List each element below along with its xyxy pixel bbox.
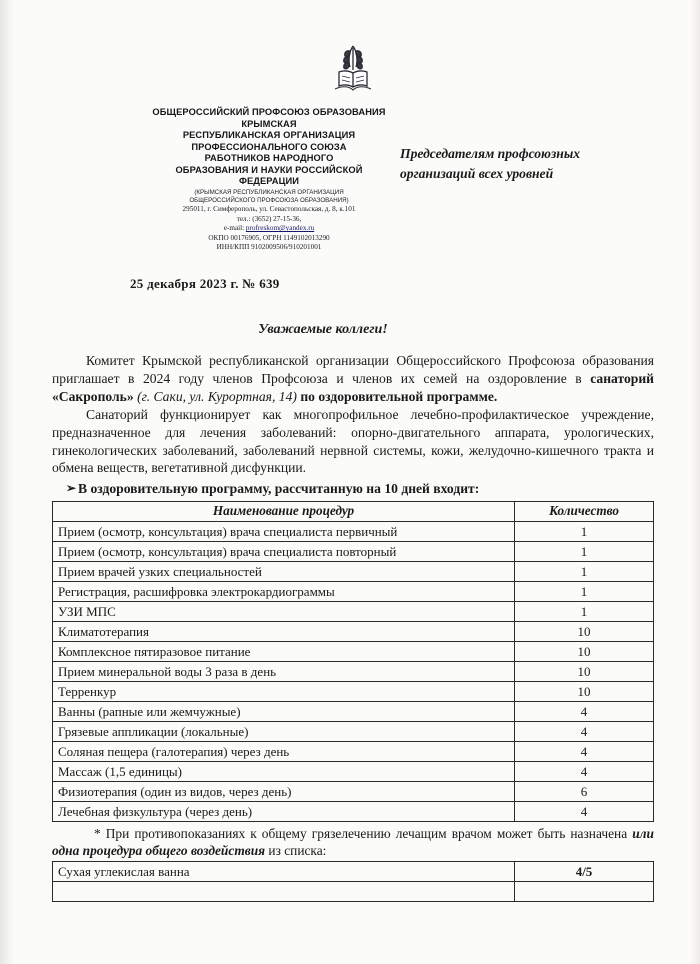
footnote-part-1: * При противопоказаниях к общему грязелечению лечащим врачом может быть назначена xyxy=(94,825,633,841)
procedure-qty: 4 xyxy=(515,801,654,821)
table-row xyxy=(53,862,654,882)
org-title-line-1: ОБЩЕРОССИЙСКИЙ ПРОФСОЮЗ ОБРАЗОВАНИЯ xyxy=(152,107,386,117)
document-date-number: 25 декабря 2023 г. № 639 xyxy=(130,276,280,292)
procedure-name: Ванны (рапные или жемчужные) xyxy=(53,701,515,721)
footnote-part-3: из списка: xyxy=(265,842,327,858)
procedure-name: Терренкур xyxy=(53,681,515,701)
procedure-qty xyxy=(515,882,654,902)
organization-identity xyxy=(104,107,434,252)
procedure-name: УЗИ МПС xyxy=(53,601,515,621)
procedure-qty: 4 xyxy=(515,701,654,721)
organization-contacts xyxy=(104,205,434,252)
organization-title xyxy=(104,107,434,187)
org-phone: тел.: (3652) 27-15-36, xyxy=(236,214,302,223)
procedure-qty: 1 xyxy=(515,521,654,541)
paragraph-description: Санаторий функционирует как многопрофильное лечебно-профилактическое учреждение, предназначенное для лечения заболеваний: опорно-двигательного аппарата, урологических, гинекологических заболеваний, заболеваний нервной системы, кожи, желудочно-кишечного тракта и обмена веществ, вегетативной дисфункции. xyxy=(52,407,654,476)
org-email-row xyxy=(104,224,434,233)
letterhead xyxy=(52,40,654,252)
table-row xyxy=(53,781,654,801)
procedure-qty: 1 xyxy=(515,561,654,581)
procedure-name: Грязевые аппликации (локальные) xyxy=(53,721,515,741)
org-title-line-2: КРЫМСКАЯ xyxy=(241,118,297,129)
column-header-procedure: Наименование процедур xyxy=(53,501,515,521)
org-email-label: e-mail: xyxy=(223,224,245,233)
procedures-table-body xyxy=(53,521,654,821)
procedure-qty: 10 xyxy=(515,681,654,701)
table-row xyxy=(53,761,654,781)
procedure-name: Соляная пещера (галотерапия) через день xyxy=(53,741,515,761)
org-address: 295011, г. Симферополь, ул. Севастопольская, д. 8, к.101 xyxy=(182,205,356,214)
table-row xyxy=(53,681,654,701)
procedure-name: Лечебная физкультура (через день) xyxy=(53,801,515,821)
footnote-text xyxy=(52,826,654,860)
table-row xyxy=(53,721,654,741)
arrow-bullet-icon: ➢ xyxy=(66,480,77,495)
procedure-name: Массаж (1,5 единицы) xyxy=(53,761,515,781)
procedure-name: Прием (осмотр, консультация) врача специалиста повторный xyxy=(53,541,515,561)
table-row xyxy=(53,541,654,561)
procedure-name: Сухая углекислая ванна xyxy=(53,862,515,882)
org-title-line-7: ФЕДЕРАЦИИ xyxy=(238,176,300,187)
procedure-name: Прием (осмотр, консультация) врача специалиста первичный xyxy=(53,521,515,541)
table-row xyxy=(53,741,654,761)
paragraph-invitation-part-1: Комитет Крымской республиканской организации Общероссийского Профсоюза образования приглашает в 2024 году членов Профсоюза и членов их семей на оздоровление в xyxy=(52,353,654,386)
org-subtitle-line-2: ОБЩЕРОССИЙСКОГО ПРОФСОЮЗА ОБРАЗОВАНИЯ) xyxy=(189,196,349,204)
table-header-row xyxy=(53,501,654,521)
organization-subtitle xyxy=(104,189,434,204)
paragraph-invitation xyxy=(52,352,654,405)
procedure-name xyxy=(53,882,515,902)
procedure-qty: 4 xyxy=(515,741,654,761)
procedure-name: Климатотерапия xyxy=(53,621,515,641)
procedure-name: Комплексное пятиразовое питание xyxy=(53,641,515,661)
procedure-name: Прием врачей узких специальностей xyxy=(53,561,515,581)
addressee-line-2: организаций всех уровней xyxy=(400,165,554,181)
table-row xyxy=(53,621,654,641)
table-row xyxy=(53,521,654,541)
procedure-qty: 4/5 xyxy=(515,862,654,882)
column-header-quantity: Количество xyxy=(515,501,654,521)
additional-procedures-table xyxy=(52,861,654,902)
procedure-name: Физиотерапия (один из видов, через день) xyxy=(53,781,515,801)
table-row xyxy=(53,581,654,601)
table-row xyxy=(53,601,654,621)
procedure-name: Прием минеральной воды 3 раза в день xyxy=(53,661,515,681)
program-phrase: по оздоровительной программе. xyxy=(296,388,498,404)
table-row xyxy=(53,561,654,581)
org-title-line-4: ПРОФЕССИОНАЛЬНОГО СОЮЗА xyxy=(191,141,347,152)
table-row-cut-off xyxy=(53,882,654,902)
sanatorium-address: (г. Саки, ул. Курортная, 14) xyxy=(133,388,297,404)
footnote-emphasis: или одна процедура общего воздействия xyxy=(52,825,654,858)
additional-procedures-body xyxy=(53,862,654,902)
procedure-qty: 1 xyxy=(515,541,654,561)
table-row xyxy=(53,641,654,661)
organization-emblem-icon xyxy=(52,40,654,103)
procedure-qty: 1 xyxy=(515,601,654,621)
procedure-qty: 4 xyxy=(515,761,654,781)
procedure-qty: 6 xyxy=(515,781,654,801)
org-title-line-3: РЕСПУБЛИКАНСКАЯ ОРГАНИЗАЦИЯ xyxy=(182,130,356,141)
program-heading-text: В оздоровительную программу, рассчитанную на 10 дней входит: xyxy=(78,480,480,496)
procedure-qty: 10 xyxy=(515,641,654,661)
addressee-line-1: Председателям профсоюзных xyxy=(400,146,581,161)
procedure-name: Регистрация, расшифровка электрокардиограммы xyxy=(53,581,515,601)
sanatorium-name: санаторий «Сакрополь» xyxy=(52,370,654,404)
org-title-line-6: ОБРАЗОВАНИЯ И НАУКИ РОССИЙСКОЙ xyxy=(175,164,363,175)
procedure-qty: 4 xyxy=(515,721,654,741)
table-row xyxy=(53,661,654,681)
procedures-table xyxy=(52,501,654,822)
addressee-block xyxy=(400,144,650,183)
org-subtitle-line-1: (КРЫМСКАЯ РЕСПУБЛИКАНСКАЯ ОРГАНИЗАЦИЯ xyxy=(194,189,344,197)
table-row xyxy=(53,701,654,721)
org-title-line-5: РАБОТНИКОВ НАРОДНОГО xyxy=(204,153,334,164)
procedure-qty: 10 xyxy=(515,661,654,681)
program-heading xyxy=(52,481,654,498)
table-row xyxy=(53,801,654,821)
procedure-qty: 1 xyxy=(515,581,654,601)
org-inn-kpp: ИНН/КПП 9102009506/910201001 xyxy=(216,242,322,251)
org-email-link[interactable]: profreskom@yandex.ru xyxy=(245,224,315,233)
salutation: Уважаемые коллеги! xyxy=(258,322,388,338)
procedure-qty: 10 xyxy=(515,621,654,641)
org-okpo: ОКПО 00176905, ОГРН 1149102013290 xyxy=(208,233,330,242)
